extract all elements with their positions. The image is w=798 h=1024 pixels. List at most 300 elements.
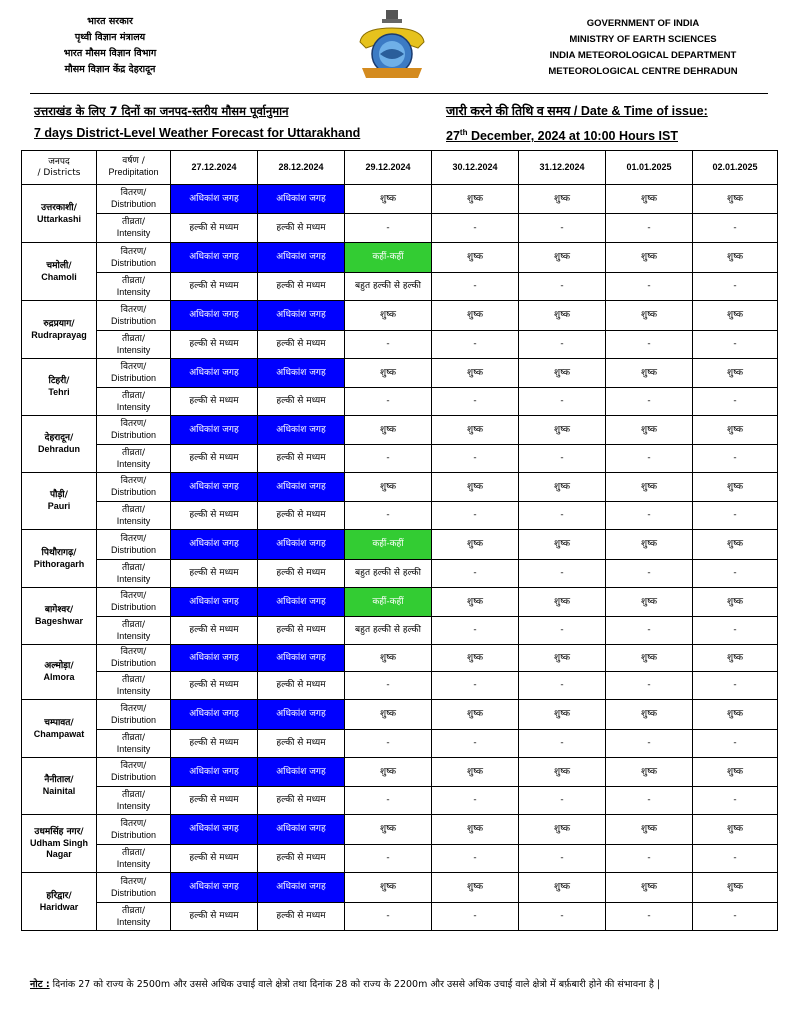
district-name [22, 700, 97, 758]
param-en: Intensity [116, 344, 151, 355]
distribution-cell: शुष्क [432, 645, 519, 672]
param-distribution [97, 473, 171, 502]
intensity-cell: - [519, 730, 606, 758]
distribution-cell: अधिकांश जगह [171, 645, 258, 672]
table-row [22, 445, 778, 473]
district-hi: चम्पावत/ [44, 717, 74, 728]
param-en: Intensity [116, 916, 151, 927]
distribution-cell: अधिकांश जगह [258, 815, 345, 845]
table-row [22, 273, 778, 301]
param-en: Distribution [110, 315, 157, 326]
table-row [22, 301, 778, 331]
distribution-cell: अधिकांश जगह [171, 185, 258, 214]
distribution-cell: शुष्क [693, 815, 778, 845]
param-distribution [97, 873, 171, 903]
intensity-cell: हल्की से मध्यम [171, 672, 258, 700]
intensity-cell: हल्की से मध्यम [171, 388, 258, 416]
intensity-cell: - [519, 672, 606, 700]
district-en: Rudraprayag [31, 329, 87, 340]
district-name [22, 645, 97, 700]
intensity-cell: - [345, 388, 432, 416]
district-name [22, 873, 97, 931]
distribution-cell: अधिकांश जगह [258, 758, 345, 787]
intensity-cell: - [432, 502, 519, 530]
hdr-left-line-3: भारत मौसम विज्ञान विभाग [63, 48, 157, 59]
param-intensity [97, 730, 171, 758]
param-hi: वितरण/ [120, 246, 147, 257]
distribution-cell: अधिकांश जगह [171, 700, 258, 730]
param-hi: तीव्रता/ [122, 217, 145, 227]
header-right-english [528, 16, 758, 80]
distribution-cell: शुष्क [693, 588, 778, 617]
param-hi: तीव्रता/ [122, 333, 145, 344]
intensity-cell: - [693, 672, 778, 700]
distribution-cell: अधिकांश जगह [171, 416, 258, 445]
forecast-table [21, 150, 778, 931]
col-param-header [97, 151, 171, 185]
param-en: Distribution [110, 602, 157, 612]
param-distribution [97, 815, 171, 845]
distribution-cell: शुष्क [345, 700, 432, 730]
intensity-cell: हल्की से मध्यम [171, 214, 258, 243]
param-en: Distribution [110, 430, 157, 440]
district-en: Tehri [48, 387, 70, 397]
distribution-cell: शुष्क [432, 758, 519, 787]
distribution-cell: शुष्क [519, 243, 606, 273]
param-en: Distribution [110, 544, 157, 555]
param-distribution [97, 243, 171, 273]
intensity-cell: - [693, 445, 778, 473]
intensity-cell: - [432, 845, 519, 873]
intensity-cell: - [432, 273, 519, 301]
distribution-cell: शुष्क [693, 185, 778, 214]
district-name [22, 416, 97, 473]
intensity-cell: हल्की से मध्यम [258, 730, 345, 758]
table-row [22, 617, 778, 645]
district-en: Pithoragarh [33, 558, 85, 569]
distribution-cell: शुष्क [606, 873, 693, 903]
district-name [22, 243, 97, 301]
distribution-cell: शुष्क [432, 359, 519, 388]
distribution-cell: अधिकांश जगह [171, 243, 258, 273]
param-hi: तीव्रता/ [122, 275, 145, 286]
param-hi: वितरण/ [120, 362, 147, 372]
param-hi: वितरण/ [120, 304, 147, 315]
distribution-cell: अधिकांश जगह [258, 416, 345, 445]
distribution-cell: शुष्क [519, 185, 606, 214]
intensity-cell: - [693, 730, 778, 758]
distribution-cell: अधिकांश जगह [171, 473, 258, 502]
intensity-cell: बहुत हल्की से हल्की [345, 560, 432, 588]
col-param-en: Predipitation [108, 167, 159, 177]
note-label: नोट : [30, 979, 50, 990]
distribution-cell: शुष्क [519, 473, 606, 502]
table-row [22, 473, 778, 502]
param-hi: तीव्रता/ [122, 789, 145, 800]
param-en: Distribution [110, 199, 157, 209]
intensity-cell: हल्की से मध्यम [258, 672, 345, 700]
intensity-cell: हल्की से मध्यम [258, 388, 345, 416]
distribution-cell: शुष्क [519, 588, 606, 617]
district-en: Uttarkashi [36, 213, 81, 224]
distribution-cell: शुष्क [606, 473, 693, 502]
distribution-cell: अधिकांश जगह [258, 700, 345, 730]
param-distribution [97, 359, 171, 388]
param-en: Distribution [110, 887, 157, 898]
intensity-cell: हल्की से मध्यम [258, 845, 345, 873]
table-row [22, 243, 778, 273]
distribution-cell: शुष्क [519, 645, 606, 672]
district-name [22, 758, 97, 815]
intensity-cell: हल्की से मध्यम [171, 903, 258, 931]
distribution-cell: अधिकांश जगह [171, 873, 258, 903]
table-row [22, 588, 778, 617]
intensity-cell: हल्की से मध्यम [258, 617, 345, 645]
distribution-cell: अधिकांश जगह [171, 758, 258, 787]
table-row [22, 700, 778, 730]
distribution-cell: शुष्क [432, 700, 519, 730]
intensity-cell: हल्की से मध्यम [171, 787, 258, 815]
snowfall-note [30, 975, 760, 995]
intensity-cell: - [606, 845, 693, 873]
intensity-cell: - [519, 331, 606, 359]
intensity-cell: - [693, 331, 778, 359]
col-date-5: 31.12.2024 [519, 151, 606, 185]
param-intensity [97, 331, 171, 359]
intensity-cell: - [606, 903, 693, 931]
hdr-left-line-2: पृथ्वी विज्ञान मंत्रालय [74, 32, 146, 43]
district-name [22, 185, 97, 243]
distribution-cell: कहीं-कहीं [345, 530, 432, 560]
param-hi: वितरण/ [120, 188, 147, 198]
param-intensity [97, 903, 171, 931]
intensity-cell: - [519, 502, 606, 530]
distribution-cell: शुष्क [345, 301, 432, 331]
table-row [22, 416, 778, 445]
col-date-4: 30.12.2024 [432, 151, 519, 185]
intensity-cell: - [432, 672, 519, 700]
param-distribution [97, 588, 171, 617]
intensity-cell: हल्की से मध्यम [171, 560, 258, 588]
intensity-cell: - [519, 388, 606, 416]
distribution-cell: शुष्क [606, 588, 693, 617]
table-row [22, 502, 778, 530]
param-hi: तीव्रता/ [122, 390, 145, 401]
intensity-cell: हल्की से मध्यम [258, 331, 345, 359]
distribution-cell: शुष्क [345, 758, 432, 787]
distribution-cell: शुष्क [432, 416, 519, 445]
distribution-cell: शुष्क [693, 301, 778, 331]
intensity-cell: - [606, 672, 693, 700]
param-en: Intensity [116, 743, 151, 754]
distribution-cell: शुष्क [519, 873, 606, 903]
intensity-cell: हल्की से मध्यम [171, 730, 258, 758]
distribution-cell: शुष्क [432, 873, 519, 903]
district-en: Almora [43, 672, 75, 682]
intensity-cell: हल्की से मध्यम [171, 273, 258, 301]
table-row [22, 815, 778, 845]
distribution-cell: शुष्क [432, 243, 519, 273]
distribution-cell: शुष्क [519, 758, 606, 787]
intensity-cell: - [693, 845, 778, 873]
param-en: Distribution [110, 373, 157, 383]
district-en: Dehradun [37, 444, 80, 454]
district-hi: उधमसिंह नगर/ [34, 827, 84, 837]
issue-info [446, 100, 708, 147]
distribution-cell: शुष्क [345, 873, 432, 903]
intensity-cell: - [519, 845, 606, 873]
header-divider [30, 93, 768, 94]
intensity-cell: - [345, 214, 432, 243]
hdr-right-line-4: METEOROLOGICAL CENTRE DEHRADUN [548, 66, 738, 77]
table-row [22, 903, 778, 931]
distribution-cell: शुष्क [693, 645, 778, 672]
table-row [22, 331, 778, 359]
distribution-cell: शुष्क [519, 700, 606, 730]
intensity-cell: - [345, 502, 432, 530]
param-en: Distribution [110, 829, 157, 840]
distribution-cell: शुष्क [693, 873, 778, 903]
district-en: Udham Singh Nagar [30, 838, 88, 859]
col-date-6: 01.01.2025 [606, 151, 693, 185]
distribution-cell: अधिकांश जगह [258, 873, 345, 903]
distribution-cell: शुष्क [519, 416, 606, 445]
intensity-cell: - [432, 331, 519, 359]
col-date-1: 27.12.2024 [171, 151, 258, 185]
district-hi: अल्मोड़ा/ [44, 661, 74, 671]
intensity-cell: - [519, 445, 606, 473]
district-en: Haridwar [39, 901, 79, 912]
intensity-cell: - [606, 445, 693, 473]
distribution-cell: शुष्क [606, 700, 693, 730]
intensity-cell: - [519, 560, 606, 588]
param-hi: तीव्रता/ [122, 504, 145, 515]
param-hi: तीव्रता/ [122, 732, 145, 743]
intensity-cell: हल्की से मध्यम [171, 331, 258, 359]
distribution-cell: कहीं-कहीं [345, 588, 432, 617]
intensity-cell: - [693, 903, 778, 931]
district-name [22, 815, 97, 873]
distribution-cell: अधिकांश जगह [171, 588, 258, 617]
district-name [22, 530, 97, 588]
param-distribution [97, 700, 171, 730]
intensity-cell: - [519, 617, 606, 645]
intensity-cell: - [693, 617, 778, 645]
distribution-cell: शुष्क [345, 473, 432, 502]
intensity-cell: - [606, 388, 693, 416]
col-district-en: / Districts [37, 167, 81, 178]
distribution-cell: अधिकांश जगह [171, 530, 258, 560]
forecast-title [34, 100, 360, 144]
param-intensity [97, 388, 171, 416]
district-hi: नैनीताल/ [44, 775, 74, 785]
distribution-cell: शुष्क [519, 359, 606, 388]
distribution-cell: शुष्क [693, 758, 778, 787]
header-left-hindi [40, 14, 180, 78]
table-row [22, 214, 778, 243]
distribution-cell: अधिकांश जगह [258, 185, 345, 214]
col-district-header [22, 151, 97, 185]
param-hi: वितरण/ [120, 533, 147, 544]
param-en: Distribution [110, 257, 157, 268]
table-row [22, 560, 778, 588]
district-hi: चमोली/ [46, 260, 72, 271]
param-en: Distribution [110, 658, 157, 668]
intensity-cell: हल्की से मध्यम [258, 214, 345, 243]
distribution-cell: अधिकांश जगह [258, 243, 345, 273]
intensity-cell: - [345, 845, 432, 873]
param-intensity [97, 617, 171, 645]
intensity-cell: हल्की से मध्यम [258, 903, 345, 931]
col-date-3: 29.12.2024 [345, 151, 432, 185]
intensity-cell: - [606, 502, 693, 530]
issue-datetime [446, 122, 708, 147]
param-hi: वितरण/ [120, 591, 147, 601]
param-hi: तीव्रता/ [122, 847, 145, 858]
intensity-cell: हल्की से मध्यम [258, 787, 345, 815]
distribution-cell: शुष्क [519, 301, 606, 331]
hdr-right-line-1: GOVERNMENT OF INDIA [586, 18, 700, 29]
param-intensity [97, 672, 171, 700]
param-intensity [97, 787, 171, 815]
distribution-cell: शुष्क [606, 645, 693, 672]
param-distribution [97, 530, 171, 560]
hdr-right-line-2: MINISTRY OF EARTH SCIENCES [569, 34, 717, 45]
intensity-cell: - [606, 331, 693, 359]
intensity-cell: - [432, 730, 519, 758]
distribution-cell: अधिकांश जगह [258, 530, 345, 560]
param-hi: वितरण/ [120, 761, 147, 771]
intensity-cell: - [432, 388, 519, 416]
intensity-cell: हल्की से मध्यम [171, 445, 258, 473]
table-row [22, 845, 778, 873]
intensity-cell: - [693, 214, 778, 243]
district-en: Nainital [42, 786, 76, 796]
distribution-cell: शुष्क [345, 815, 432, 845]
param-en: Intensity [116, 515, 151, 526]
intensity-cell: - [345, 730, 432, 758]
intensity-cell: - [345, 331, 432, 359]
distribution-cell: शुष्क [606, 416, 693, 445]
param-en: Intensity [116, 228, 151, 238]
distribution-cell: शुष्क [693, 700, 778, 730]
intensity-cell: हल्की से मध्यम [171, 845, 258, 873]
param-hi: तीव्रता/ [122, 905, 145, 916]
intensity-cell: - [693, 388, 778, 416]
param-distribution [97, 416, 171, 445]
issue-sup: th [459, 128, 468, 137]
distribution-cell: अधिकांश जगह [171, 815, 258, 845]
distribution-cell: शुष्क [432, 588, 519, 617]
distribution-cell: शुष्क [606, 301, 693, 331]
param-hi: तीव्रता/ [122, 674, 145, 685]
intensity-cell: - [693, 273, 778, 301]
param-en: Intensity [116, 630, 151, 641]
param-en: Distribution [110, 487, 157, 497]
param-hi: वितरण/ [120, 419, 147, 429]
param-en: Intensity [116, 800, 151, 811]
distribution-cell: शुष्क [693, 530, 778, 560]
title-english: 7 days District-Level Weather Forecast for Uttarakhand [34, 126, 361, 140]
param-distribution [97, 301, 171, 331]
param-intensity [97, 445, 171, 473]
param-distribution [97, 185, 171, 214]
distribution-cell: अधिकांश जगह [258, 645, 345, 672]
district-en: Pauri [47, 501, 71, 511]
distribution-cell: शुष्क [693, 359, 778, 388]
table-row [22, 388, 778, 416]
intensity-cell: - [606, 617, 693, 645]
distribution-cell: अधिकांश जगह [171, 359, 258, 388]
distribution-cell: शुष्क [432, 185, 519, 214]
param-en: Intensity [116, 286, 151, 297]
intensity-cell: - [606, 560, 693, 588]
table-row [22, 873, 778, 903]
table-row [22, 730, 778, 758]
table-row [22, 672, 778, 700]
param-en: Distribution [110, 714, 157, 725]
forecast-table-body [22, 185, 778, 931]
param-hi: वितरण/ [120, 703, 147, 714]
intensity-cell: बहुत हल्की से हल्की [345, 273, 432, 301]
param-intensity [97, 273, 171, 301]
distribution-cell: शुष्क [432, 530, 519, 560]
param-intensity [97, 560, 171, 588]
distribution-cell: अधिकांश जगह [258, 588, 345, 617]
distribution-cell: अधिकांश जगह [258, 301, 345, 331]
distribution-cell: शुष्क [345, 416, 432, 445]
national-emblem-logo [352, 8, 432, 88]
intensity-cell: - [345, 672, 432, 700]
district-hi: रुद्रप्रयाग/ [43, 318, 75, 329]
district-name [22, 301, 97, 359]
intensity-cell: - [432, 560, 519, 588]
hdr-left-line-1: भारत सरकार [87, 16, 133, 27]
param-en: Distribution [110, 772, 157, 782]
distribution-cell: अधिकांश जगह [258, 473, 345, 502]
table-row [22, 359, 778, 388]
issue-label: जारी करने की तिथि व समय / Date & Time of issue: [446, 104, 708, 118]
district-hi: हरिद्वार/ [46, 890, 72, 901]
title-hindi: उत्तराखंड के लिए 7 दिनों का जनपद-स्तरीय मौसम पूर्वानुमान [34, 104, 289, 118]
intensity-cell: - [606, 273, 693, 301]
intensity-cell: बहुत हल्की से हल्की [345, 617, 432, 645]
distribution-cell: शुष्क [519, 530, 606, 560]
table-row [22, 185, 778, 214]
distribution-cell: अधिकांश जगह [258, 359, 345, 388]
intensity-cell: - [432, 903, 519, 931]
distribution-cell: शुष्क [606, 530, 693, 560]
param-hi: वितरण/ [120, 476, 147, 486]
intensity-cell: हल्की से मध्यम [258, 560, 345, 588]
distribution-cell: शुष्क [432, 473, 519, 502]
intensity-cell: - [432, 617, 519, 645]
intensity-cell: - [606, 730, 693, 758]
intensity-cell: हल्की से मध्यम [258, 445, 345, 473]
distribution-cell: अधिकांश जगह [171, 301, 258, 331]
intensity-cell: हल्की से मध्यम [258, 273, 345, 301]
param-intensity [97, 214, 171, 243]
param-en: Intensity [116, 858, 151, 869]
table-header-row [22, 151, 778, 185]
intensity-cell: - [693, 502, 778, 530]
distribution-cell: शुष्क [432, 815, 519, 845]
param-distribution [97, 645, 171, 672]
district-hi: पिथौरागढ़/ [41, 547, 77, 558]
param-hi: तीव्रता/ [122, 619, 145, 630]
district-name [22, 473, 97, 530]
intensity-cell: - [345, 445, 432, 473]
